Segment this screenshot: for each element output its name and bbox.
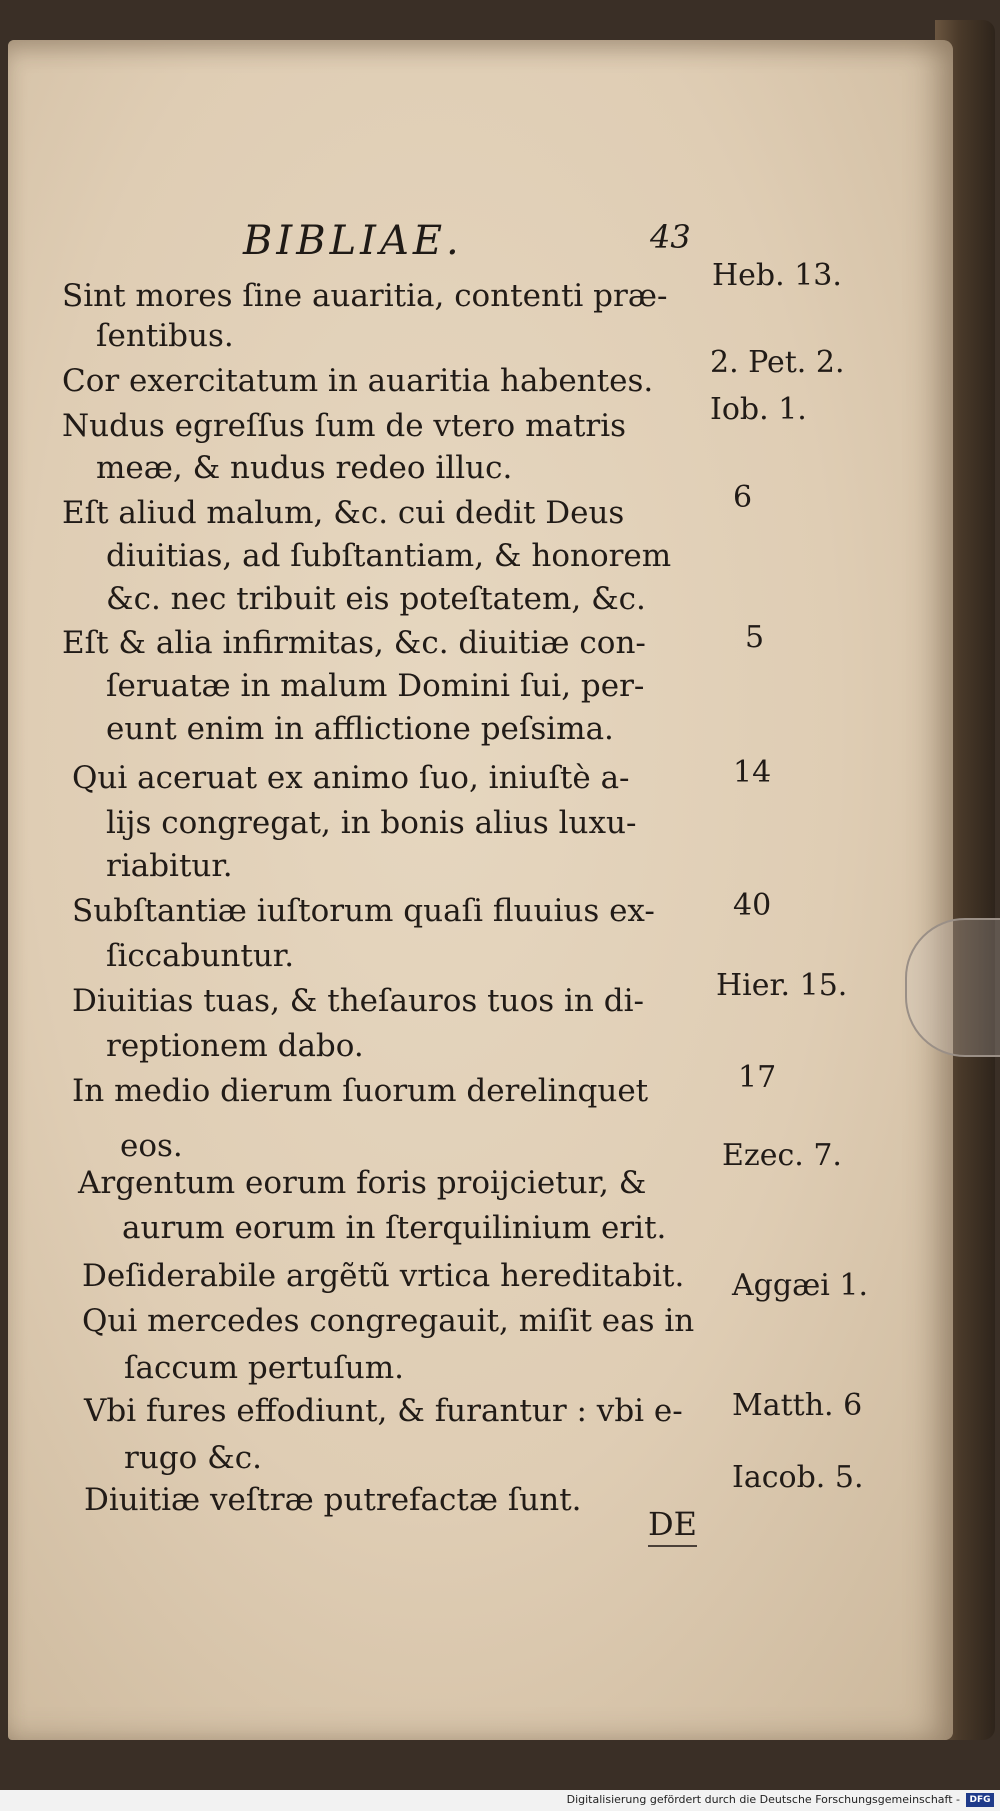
text-line: Qui mercedes congregauit, miſit eas in <box>82 1303 695 1339</box>
margin-reference: Aggæi 1. <box>732 1268 869 1303</box>
text-line: riabitur. <box>106 848 233 884</box>
margin-reference: Matth. 6 <box>732 1388 863 1423</box>
text-line: diuitias, ad ſubſtantiam, & honorem <box>106 538 672 574</box>
text-line: lijs congregat, in bonis alius luxu- <box>106 805 637 841</box>
text-line: Vbi fures effodiunt, & furantur : vbi e- <box>84 1393 683 1429</box>
text-line: ſeruatæ in malum Domini ſui, per- <box>106 668 645 704</box>
text-line: Subſtantiæ iuſtorum quaſi fluuius ex- <box>72 893 655 929</box>
margin-reference: 17 <box>738 1060 777 1095</box>
margin-reference: 2. Pet. 2. <box>710 345 845 380</box>
margin-reference: Ezec. 7. <box>722 1138 842 1173</box>
margin-reference: 5 <box>745 620 765 655</box>
page-number: 43 <box>650 218 691 256</box>
footer-credit: Digitalisierung gefördert durch die Deutsche Forschungsgemeinschaft - <box>566 1793 960 1806</box>
margin-reference: Iacob. 5. <box>732 1460 864 1495</box>
margin-reference: 6 <box>733 480 753 515</box>
text-line: aurum eorum in ſterquilinium erit. <box>122 1210 667 1246</box>
text-line: ſaccum pertuſum. <box>124 1350 405 1386</box>
text-line: In medio dierum ſuorum derelinquet <box>72 1073 649 1109</box>
running-title: BIBLIAE. <box>243 218 463 264</box>
text-line: Qui aceruat ex animo ſuo, iniuſtè a- <box>72 760 630 796</box>
footer-bar <box>0 1790 1000 1811</box>
text-line: meæ, & nudus redeo illuc. <box>96 450 513 486</box>
dfg-logo: DFG <box>966 1793 994 1807</box>
text-line: eunt enim in afflictione peſsima. <box>106 711 614 747</box>
text-line: Eſt & alia infirmitas, &c. diuitiæ con- <box>62 625 646 661</box>
text-line: rugo &c. <box>124 1440 262 1476</box>
text-line: Diuitias tuas, & theſauros tuos in di- <box>72 983 644 1019</box>
margin-reference: Heb. 13. <box>712 258 842 293</box>
text-line: Diuitiæ veſtræ putrefactæ ſunt. <box>84 1482 582 1518</box>
catchword: DE <box>648 1505 697 1547</box>
margin-reference: 40 <box>733 888 772 923</box>
text-line: Nudus egreſſus ſum de vtero matris <box>62 408 627 444</box>
text-line: ſiccabuntur. <box>106 938 295 974</box>
margin-reference: 14 <box>733 755 772 790</box>
text-line: Deſiderabile argẽtũ vrtica hereditabit. <box>82 1258 685 1294</box>
text-line: Argentum eorum foris proijcietur, & <box>78 1165 647 1201</box>
text-line: ſentibus. <box>96 318 234 354</box>
margin-reference: Hier. 15. <box>716 968 848 1003</box>
text-line: reptionem dabo. <box>106 1028 364 1064</box>
text-line: Cor exercitatum in auaritia habentes. <box>62 363 654 399</box>
text-line: &c. nec tribuit eis poteſtatem, &c. <box>106 581 646 617</box>
text-line: eos. <box>120 1128 183 1164</box>
book-clasp <box>905 918 1000 1057</box>
text-line: Eſt aliud malum, &c. cui dedit Deus <box>62 495 625 531</box>
text-line: Sint mores ſine auaritia, contenti præ- <box>62 278 668 314</box>
margin-reference: Iob. 1. <box>710 392 807 427</box>
